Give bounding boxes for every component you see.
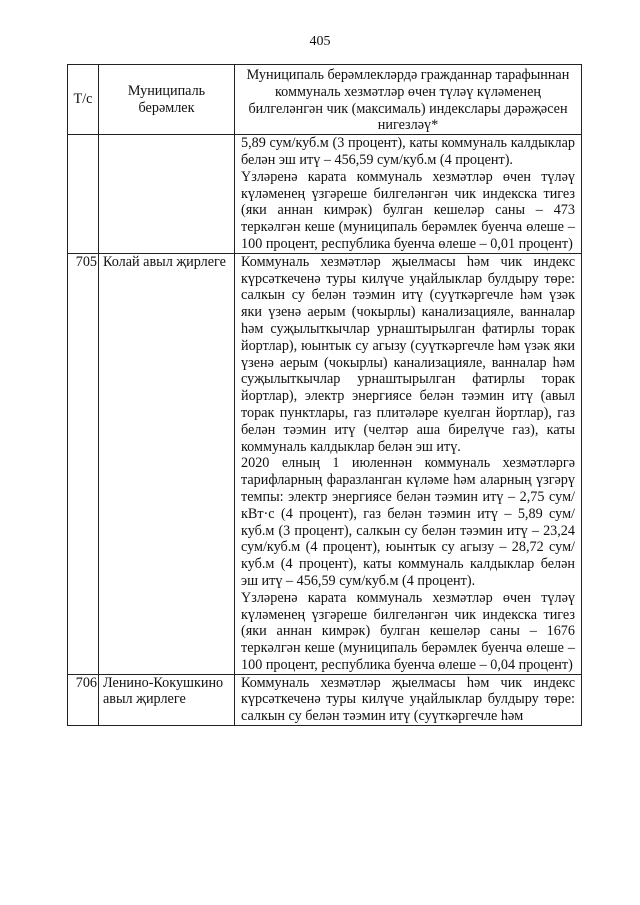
paragraph: 2020 елның 1 июленнән коммуналь хезмәтләргә тарифларның фаразланган күләме һәм аларның үзгәрү темпы: электр энергиясе белән тәэмин итү – 2,75 сум/кВт·с (4 процент), газ белән тәэмин итү – 5,89 сум/куб.м (3 процент), салкын су белән тәэмин итү – 23,24 сум/куб.м (4 процент), юынтык су агызу – 28,72 сум/куб.м (4 процент), каты коммуналь калдыклар белән эш итү – 456,59 сум/куб.м (4 процент). bbox=[241, 455, 575, 589]
row-number: 706 bbox=[68, 674, 99, 725]
row-description bbox=[235, 135, 582, 254]
header-indices: Муниципаль берәмлекләрдә гражданнар тарафыннан коммуналь хезмәтләр өчен түләү күләменең билгеләнгән чик (максималь) индекслары дәрәҗәсен нигезләү* bbox=[235, 65, 582, 135]
row-municipality: Ленино-Кокушкино авыл җирлеге bbox=[99, 674, 235, 725]
header-number: Т/с bbox=[68, 65, 99, 135]
row-description bbox=[235, 674, 582, 725]
table-row bbox=[68, 135, 582, 254]
table-header-row bbox=[68, 65, 582, 135]
table-row bbox=[68, 674, 582, 725]
row-description bbox=[235, 253, 582, 674]
paragraph: Коммуналь хезмәтләр җыелмасы һәм чик индекс күрсәткеченә туры килүче уңайлыклар булдыру төре: салкын су белән тәэмин итү (суүткәргечле һәм bbox=[241, 674, 575, 725]
row-number bbox=[68, 135, 99, 254]
row-number: 705 bbox=[68, 253, 99, 674]
paragraph: 5,89 сум/куб.м (3 процент), каты коммуналь калдыклар белән эш итү – 456,59 сум/куб.м (4 процент). bbox=[241, 135, 575, 168]
paragraph: Үзләренә карата коммуналь хезмәтләр өчен түләү күләменең үзгәреше билгеләнгән чик индекска тигез (яки аннан кимрәк) булган кешеләр саны – 473 теркәлгән кеше (муниципаль берәмлек буенча өлеше – 100 процент, республика буенча өлеше – 0,01 процент) bbox=[241, 168, 575, 252]
page-number: 405 bbox=[309, 34, 331, 49]
header-municipality: Муниципаль берәмлек bbox=[99, 65, 235, 135]
paragraph: Үзләренә карата коммуналь хезмәтләр өчен түләү күләменең үзгәреше билгеләнгән чик индекска тигез (яки аннан кимрәк) булган кешеләр саны – 1676 теркәлгән кеше (муниципаль берәмлек буенча өлеше – 100 процент, республика буенча өлеше – 0,04 процент) bbox=[241, 589, 575, 673]
indices-table bbox=[67, 64, 582, 726]
table-row bbox=[68, 253, 582, 674]
row-municipality bbox=[99, 135, 235, 254]
paragraph: Коммуналь хезмәтләр җыелмасы һәм чик индекс күрсәткеченә туры килүче уңайлыклар булдыру төре: салкын су белән тәэмин итү (суүткәргечле һәм үзәк яки үзенә аерым (чокырлы) канализацияле, ванналар һәм суҗылыткычлар урнаштырылган фатирлы торак йортлар), юынтык су агызу (суүткәргечле һәм үзәк яки үзенә аерым (чокырлы) канализацияле, ванналар һәм суҗылыткычлар урнаштырылган фатирлы торак йортлар), электр энергиясе белән тәэмин итү (авыл торак пунктлары, газ плитәләре куелган йортлар), газ белән тәэмин итү (челтәр аша бирелүче газ), каты коммуналь калдыклар белән эш итү. bbox=[241, 253, 575, 455]
row-municipality: Колай авыл җирлеге bbox=[99, 253, 235, 674]
